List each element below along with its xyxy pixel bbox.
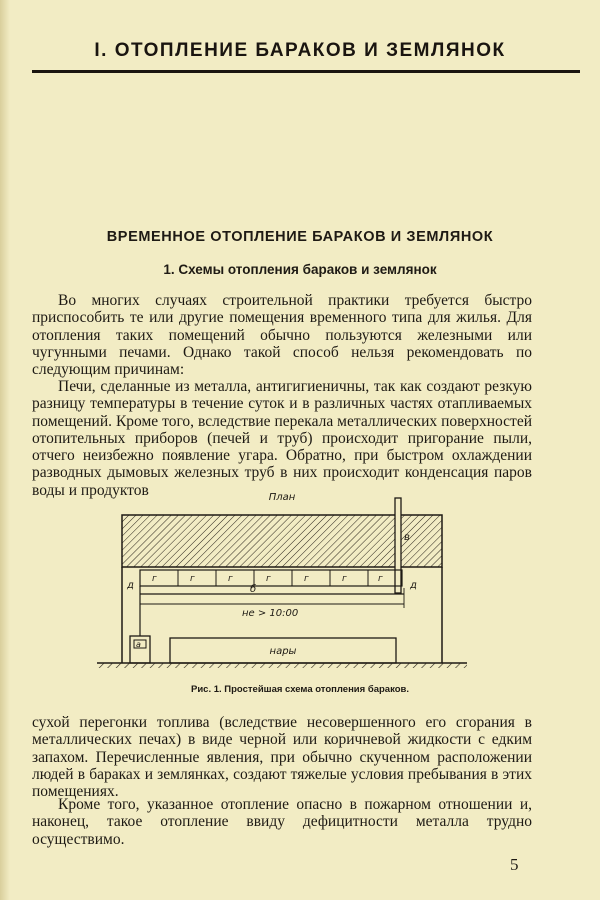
title-rule bbox=[32, 70, 580, 73]
subsection-title: 1. Схемы отопления бараков и землянок bbox=[163, 262, 437, 277]
plan-label: План bbox=[268, 492, 296, 503]
wall-hatch bbox=[122, 515, 442, 567]
flue-labels-g bbox=[152, 574, 383, 584]
paragraph-1: Во многих случаях строительной практики требуется быстро приспособить те или другие помещения временного типа для жилья. Для отопления таких помещений обычно пользуются железными или чугунными печами. Однако такой способ нельзя рекомендовать по следующим причинам: bbox=[32, 292, 532, 379]
label-v: в bbox=[404, 532, 410, 543]
label-g: г bbox=[304, 574, 309, 584]
bunks-label: нары bbox=[269, 646, 297, 657]
label-d-right: д bbox=[410, 580, 417, 591]
figure-caption: Рис. 1. Простейшая схема отопления бараков. bbox=[191, 684, 409, 695]
label-g: г bbox=[266, 574, 271, 584]
page-number: 5 bbox=[510, 855, 519, 874]
paragraph-2: Печи, сделанные из металла, антигигиеничны, так как создают резкую разницу температуры в течение суток и в различных частях отапливаемых помещений. Кроме того, вследствие перекала металлических поверхностей отопительных приборов (печей и труб) происходит пригорание пыли, отчего неизбежно появление угара. Обратно, при быстром охлаждении разводных дымовых железных труб в них происходит конденсация паров воды и продуктов bbox=[32, 378, 532, 499]
label-d-left: д bbox=[127, 580, 134, 591]
chapter-title: I. ОТОПЛЕНИЕ БАРАКОВ И ЗЕМЛЯНОК bbox=[94, 40, 506, 61]
page-edge bbox=[0, 0, 10, 900]
label-a: а bbox=[136, 640, 141, 649]
figure-barrack-heating-scheme bbox=[92, 488, 472, 678]
chimney bbox=[395, 498, 401, 593]
label-g: г bbox=[228, 574, 233, 584]
dimension-label: не > 10:00 bbox=[242, 608, 299, 619]
label-g: г bbox=[378, 574, 383, 584]
label-g: г bbox=[342, 574, 347, 584]
section-title: ВРЕМЕННОЕ ОТОПЛЕНИЕ БАРАКОВ И ЗЕМЛЯНОК bbox=[106, 229, 494, 245]
label-b: б bbox=[250, 584, 257, 595]
paragraph-4: Кроме того, указанное отопление опасно в пожарном отношении и, наконец, такое отопление ввиду дефицитности металла трудно осуществимо. bbox=[32, 796, 532, 848]
ground-hatch bbox=[97, 663, 467, 668]
figure-drawing bbox=[92, 488, 472, 678]
label-g: г bbox=[152, 574, 157, 584]
flue-dividers bbox=[178, 570, 368, 586]
label-g: г bbox=[190, 574, 195, 584]
paragraph-3: сухой перегонки топлива (вследствие несовершенного его сгорания в металлических печах) в виде черной или коричневой жидкости с едким запахом. Перечисленные явления, при обычно скученном расположении людей в бараках и землянках, создают тяжелые условия пребывания в этих помещениях. bbox=[32, 714, 532, 801]
flue-channel bbox=[140, 570, 402, 586]
